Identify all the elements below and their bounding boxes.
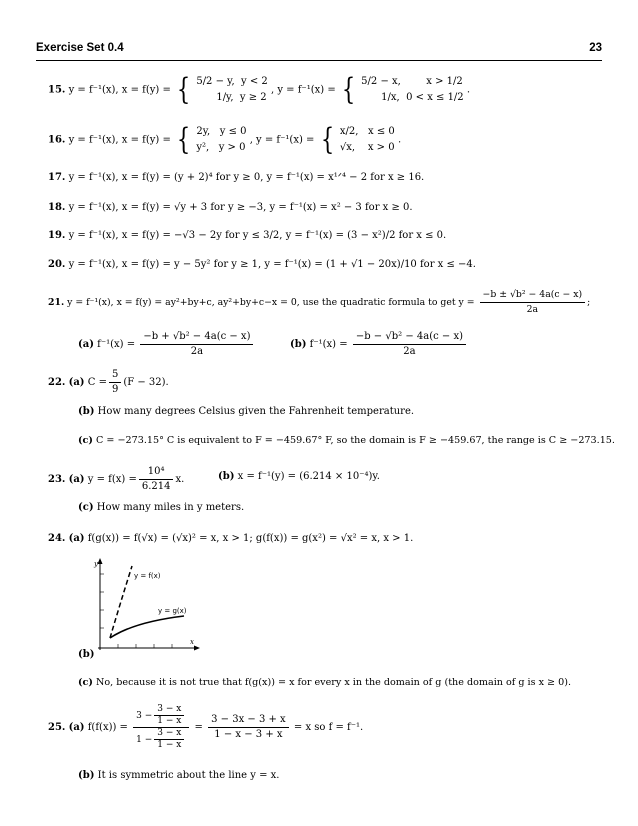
problem-number: 20.: [48, 259, 66, 270]
problem-number: 18.: [48, 202, 66, 213]
part-label: (c): [78, 435, 93, 446]
brace: {: [176, 72, 191, 107]
problem-20: [48, 258, 602, 272]
numerator: 5: [109, 368, 121, 383]
problem-25a: 25. (a) f(f(x)) = 3 − $\frac{3 - x}{1 - x}$ 1 − $\frac{3 - x}{1 - x}$ = $\frac{3 - 3x - 3 + x}{1 - x - 3 + x}$ = x so f = f⁻¹.: [48, 704, 364, 750]
f-curve: [110, 566, 132, 638]
graph-24: [86, 556, 206, 656]
expr: (F − 32).: [123, 377, 169, 388]
y-axis-arrow: [98, 558, 103, 564]
problem-24c: [78, 676, 602, 690]
problem-15: [48, 74, 602, 106]
problem-23c: [78, 501, 602, 515]
denominator: 2a: [190, 346, 204, 357]
expr: f(f(x)) =: [87, 722, 128, 733]
numerator: 10⁴: [139, 465, 174, 480]
page-header: [36, 42, 602, 58]
numerator: −b − √b² − 4a(c − x): [353, 330, 466, 345]
denominator: 1 − x − 3 + x: [214, 729, 283, 740]
denominator: 6.214: [141, 481, 171, 492]
case-expr: √x,: [339, 142, 356, 153]
numerator: −b + √b² − 4a(c − x): [140, 330, 253, 345]
case-cond: y < 2: [241, 76, 268, 87]
y-axis-label: y: [94, 560, 98, 568]
header-rule: [36, 60, 602, 61]
part-text: f(g(x)) = f(√x) = (√x)² = x, x > 1; g(f(x)) = g(x²) = √x² = x, x > 1.: [87, 533, 414, 544]
fraction: [109, 368, 121, 397]
brace: {: [176, 122, 191, 157]
expr: y = f⁻¹(x), x = f(y) =: [68, 84, 171, 96]
part-text: C = −273.15° C is equivalent to F = −459.67° F, so the domain is F ≥ −459.67, the range is C ≥ −273.15.: [95, 435, 615, 446]
problem-text: y = f⁻¹(x), x = f(y) = ay²+by+c, ay²+by+c−x = 0, use the quadratic formula to get y =: [67, 297, 475, 308]
expr: x.: [175, 474, 185, 485]
expr: .: [397, 134, 402, 146]
denominator: 9: [111, 384, 119, 395]
case-cond: x ≤ 0: [368, 126, 395, 137]
problem-24a: [48, 532, 602, 546]
case-cond: y > 0: [218, 142, 246, 153]
cases: [196, 74, 267, 106]
expr: f⁻¹(x) =: [97, 339, 136, 350]
cases: [340, 124, 395, 156]
fraction: [154, 728, 184, 751]
part-label: (a): [68, 533, 85, 544]
case-expr: 1/x,: [381, 92, 400, 103]
part-label: (b): [290, 339, 307, 350]
problem-text: y = f⁻¹(x), x = f(y) = (y + 2)⁴ for y ≥ 0, y = f⁻¹(x) = x¹ᐟ⁴ − 2 for x ≥ 16.: [68, 172, 425, 183]
problem-21: [48, 288, 602, 317]
fraction: [154, 704, 184, 727]
part-label: (c): [78, 502, 94, 513]
numerator: 3 − 3x − 3 + x: [208, 713, 289, 728]
part-label: (b): [218, 471, 235, 482]
part-label: (a): [78, 339, 94, 350]
problem-number: 24.: [48, 533, 66, 544]
expr: f⁻¹(x) =: [309, 339, 348, 350]
denominator: 1 − x: [157, 740, 182, 750]
case-cond: x > 0: [367, 142, 395, 153]
problem-number: 22.: [48, 377, 66, 388]
problem-text: y = f⁻¹(x), x = f(y) = −√3 − 2y for y ≤ 3/2, y = f⁻¹(x) = (3 − x²)/2 for x ≤ 0.: [68, 230, 447, 241]
brace: {: [320, 122, 334, 157]
problem-text: y = f⁻¹(x), x = f(y) = √y + 3 for y ≥ −3, y = f⁻¹(x) = x² − 3 for x ≥ 0.: [68, 202, 413, 213]
problem-number: 15.: [48, 84, 66, 96]
part-label: (b): [78, 770, 95, 781]
problem-23b: [218, 470, 602, 484]
expr: 1 −: [136, 735, 153, 745]
brace: {: [341, 72, 356, 107]
compound-fraction: [133, 704, 189, 751]
fraction: [480, 288, 586, 317]
page-number: 23: [589, 42, 602, 54]
case-expr: 5/2 − y,: [196, 76, 235, 87]
problem-19: [48, 229, 602, 243]
part-label: (c): [78, 677, 93, 688]
numerator: −b ± √b² − 4a(c − x): [480, 288, 586, 303]
case-cond: 0 < x ≤ 1/2: [406, 92, 464, 103]
problem-22c: [78, 434, 615, 448]
case-cond: y ≥ 2: [239, 92, 267, 103]
f-label: y = f(x): [134, 572, 161, 580]
part-text: No, because it is not true that f(g(x)) = x for every x in the domain of g (the domain of g is x ≥ 0).: [95, 677, 572, 688]
problem-number: 23.: [48, 474, 66, 485]
case-expr: 5/2 − x,: [361, 76, 401, 87]
fraction: [208, 713, 289, 742]
fraction: [140, 330, 253, 359]
problem-number: 21.: [48, 297, 65, 308]
part-text: It is symmetric about the line y = x.: [97, 770, 280, 781]
denominator: 1 − x: [157, 716, 182, 726]
cases: [196, 124, 246, 156]
part-label: (a): [68, 377, 85, 388]
problem-number: 17.: [48, 172, 66, 183]
problem-21b: [290, 330, 602, 359]
part-text: x = f⁻¹(y) = (6.214 × 10⁻⁴)y.: [237, 471, 380, 482]
problem-text: y = f⁻¹(x), x = f(y) = y − 5y² for y ≥ 1, y = f⁻¹(x) = (1 + √1 − 20x)/10 for x ≤ −4.: [68, 259, 476, 270]
expr: 3 −: [136, 711, 153, 721]
part-label: (a): [68, 722, 85, 733]
problem-25b: [78, 769, 602, 783]
problem-number: 19.: [48, 230, 66, 241]
g-curve: [110, 616, 184, 638]
part-label: (a): [68, 474, 85, 485]
numerator: 3 − x: [154, 728, 184, 740]
part-label: (b): [78, 649, 95, 660]
part-text: How many miles in y meters.: [96, 502, 245, 513]
fraction: [139, 465, 174, 494]
section-title: Exercise Set 0.4: [36, 42, 124, 54]
expr: ;: [587, 297, 591, 308]
problem-22b: [78, 405, 602, 419]
expr: y = f⁻¹(x), x = f(y) =: [68, 134, 171, 146]
case-expr: y²,: [196, 142, 210, 153]
expr: , y = f⁻¹(x) =: [249, 134, 315, 146]
problem-24b: [78, 648, 602, 662]
expr: C =: [87, 377, 107, 388]
problem-number: 25.: [48, 722, 66, 733]
problem-18: [48, 201, 602, 215]
case-cond: y ≤ 0: [219, 126, 247, 137]
denominator: 2a: [403, 346, 416, 357]
expr: y = f(x) =: [87, 474, 137, 485]
numerator: 3 − x: [154, 704, 184, 716]
case-cond: x > 1/2: [426, 76, 463, 87]
fraction: [353, 330, 466, 359]
part-text: How many degrees Celsius given the Fahrenheit temperature.: [97, 406, 415, 417]
case-expr: 2y,: [196, 126, 211, 137]
x-axis-label: x: [190, 638, 194, 646]
problem-number: 16.: [48, 134, 66, 146]
problem-17: [48, 171, 602, 185]
denominator: 2a: [526, 304, 539, 315]
expr: , y = f⁻¹(x) =: [270, 84, 336, 96]
part-label: (b): [78, 406, 95, 417]
expr: = x so f = f⁻¹.: [293, 722, 364, 733]
problem-16: [48, 124, 602, 156]
case-expr: x/2,: [339, 126, 359, 137]
problem-22a: [48, 368, 602, 397]
cases: [361, 74, 464, 106]
expr: .: [466, 84, 471, 96]
case-expr: 1/y,: [216, 92, 234, 103]
g-label: y = g(x): [158, 607, 187, 615]
